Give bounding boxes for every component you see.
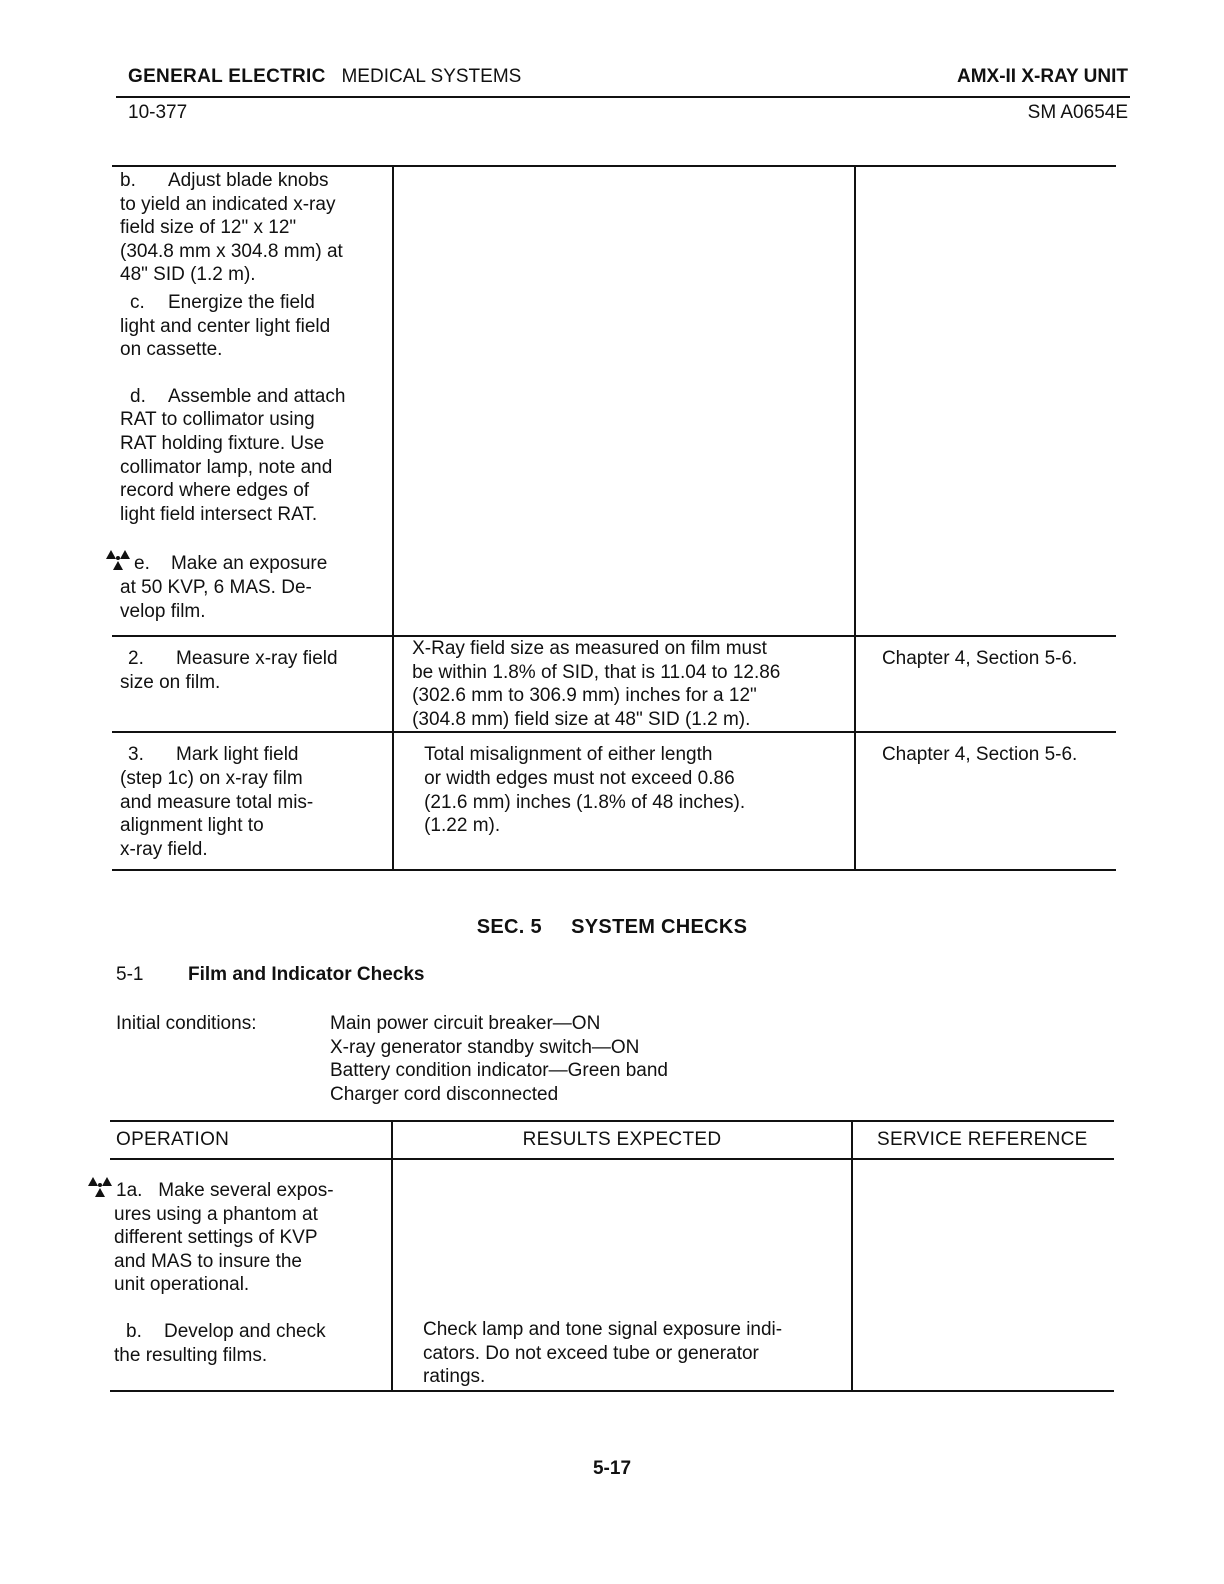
- condition-item: Battery condition indicator—Green band: [330, 1060, 668, 1082]
- step-label: 1a.: [116, 1180, 143, 1201]
- step-label: b.: [120, 170, 136, 191]
- operation-cell: [112, 166, 393, 636]
- initial-conditions-list: [330, 1012, 668, 1106]
- condition-item: Main power circuit breaker—ON: [330, 1013, 601, 1034]
- operation-cell: [110, 1159, 392, 1391]
- step-label: c.: [130, 291, 145, 313]
- result-text: X-Ray field size as measured on film must be within 1.8% of SID, that is 11.04 to 12.86 (302.6 mm to 306.9 mm) inches for a 12" (304.8 mm) field size at 48" SID (1.2 m).: [412, 638, 781, 730]
- step-1d: d. Assemble and attach RAT to collimator using RAT holding fixture. Use collimator lamp, note and record where edges of light field intersect RAT.: [120, 385, 346, 525]
- step-label: d.: [130, 385, 146, 407]
- reference-cell: [852, 1159, 1114, 1391]
- results-cell: [393, 166, 855, 636]
- service-reference: Chapter 4, Section 5-6.: [881, 744, 1078, 766]
- step-2: 2. Measure x-ray field size on film.: [120, 648, 338, 693]
- section-title: SEC. 5 SYSTEM CHECKS: [476, 916, 748, 938]
- condition-item: Charger cord disconnected: [330, 1083, 559, 1105]
- film-indicator-checks-table: [110, 1120, 1114, 1392]
- page-header-left: [128, 66, 521, 88]
- operation-cell: [112, 732, 393, 870]
- subsection-title: Film and Indicator Checks: [188, 964, 425, 985]
- radiation-icon: [84, 1176, 116, 1198]
- service-reference: Chapter 4, Section 5-6.: [881, 648, 1078, 669]
- header-rule: [116, 96, 1130, 98]
- step-label: b.: [126, 1320, 142, 1342]
- company-name: GENERAL ELECTRIC: [128, 66, 326, 87]
- result-text: Check lamp and tone signal exposure indi- cators. Do not exceed tube or generator ratings.: [423, 1319, 783, 1388]
- result-text: Total misalignment of either length or width edges must not exceed 0.86 (21.6 mm) inches (1.8% of 48 inches). (1.22 m).: [424, 744, 746, 837]
- procedure-table-continued: [112, 165, 1116, 871]
- step-label: 2.: [128, 648, 144, 669]
- column-header-reference: SERVICE REFERENCE: [852, 1121, 1114, 1159]
- radiation-icon: [102, 549, 134, 571]
- table-row: [112, 166, 1116, 636]
- step-3: 3. Mark light field (step 1c) on x-ray film and measure total mis- alignment light to x-ray field.: [120, 744, 314, 860]
- reference-cell: [855, 732, 1116, 870]
- results-cell: [393, 732, 855, 870]
- subsection-heading: [116, 964, 425, 986]
- doc-number: 10-377: [128, 102, 188, 123]
- table-row: [112, 732, 1116, 870]
- subsection-number: 5-1: [116, 964, 144, 985]
- step-1b: b. Develop and check the resulting films.: [114, 1320, 326, 1366]
- step-1e: e. Make an exposure at 50 KVP, 6 MAS. De- velop film.: [112, 549, 392, 623]
- step-label: 3.: [128, 744, 144, 766]
- results-cell: [393, 636, 855, 732]
- step-1c: c. Energize the field light and center light field on cassette.: [120, 291, 331, 361]
- step-1a: 1a. Make several expos- ures using a phantom at different settings of KVP and MAS to insure the unit operational.: [110, 1160, 391, 1297]
- step-label: e.: [134, 553, 150, 575]
- step-1b: b. Adjust blade knobs to yield an indicated x-ray field size of 12" x 12" (304.8 mm x 304.8 mm) at 48" SID (1.2 m).: [120, 170, 343, 286]
- table-row: [110, 1159, 1114, 1391]
- reference-cell: [855, 166, 1116, 636]
- condition-item: X-ray generator standby switch—ON: [330, 1036, 640, 1058]
- product-name: AMX-II X-RAY UNIT: [956, 66, 1128, 87]
- manual-id: SM A0654E: [1027, 102, 1128, 123]
- results-cell: [392, 1159, 852, 1391]
- initial-conditions-label: Initial conditions:: [116, 1013, 257, 1034]
- column-header-operation: OPERATION: [110, 1121, 392, 1159]
- division-name: MEDICAL SYSTEMS: [341, 66, 522, 87]
- table-row: [112, 636, 1116, 732]
- table-header-row: [110, 1121, 1114, 1159]
- column-header-results: RESULTS EXPECTED: [392, 1121, 852, 1159]
- page-number: 5-17: [592, 1458, 632, 1479]
- reference-cell: [855, 636, 1116, 732]
- operation-cell: [112, 636, 393, 732]
- initial-conditions: [116, 1012, 668, 1106]
